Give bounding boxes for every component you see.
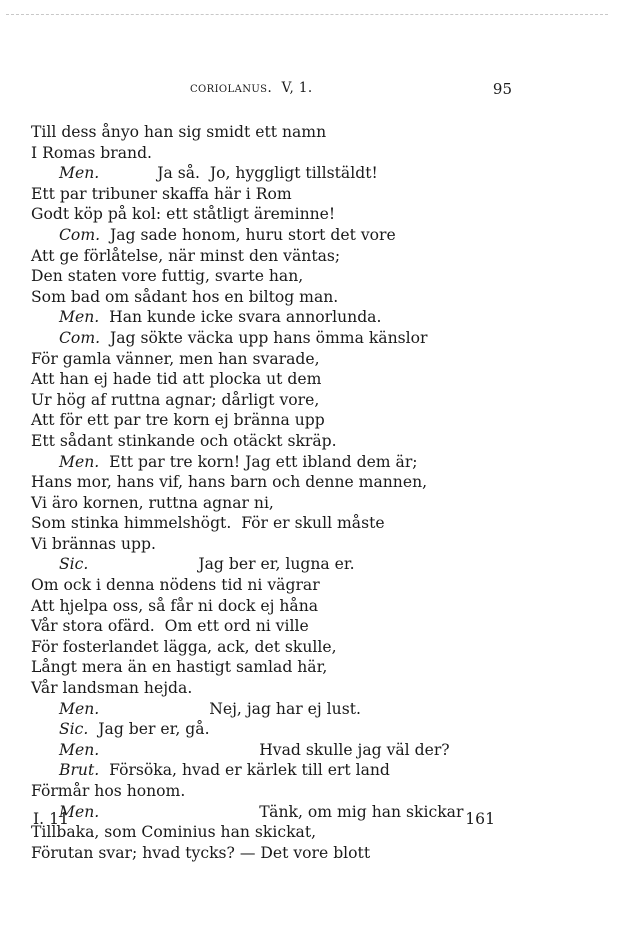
verse-line: Ett sådant stinkande och otäckt skräp.	[31, 431, 337, 450]
verse-line: Att han ej hade tid att plocka ut dem	[31, 370, 322, 389]
verse-line: Brut. Försöka, hvad er kärlek till ert land	[59, 761, 390, 780]
verse-line: Sic. Jag ber er, gå.	[59, 720, 210, 739]
verse-line: Ur hög af ruttna agnar; dårligt vore,	[31, 390, 320, 409]
verse-line: Att ge förlåtelse, när minst den väntas;	[31, 246, 341, 265]
verse-line: Men. Hvad skulle jag väl der?	[59, 740, 450, 759]
speaker-name: Com.	[59, 225, 101, 244]
verse-line: I Romas brand.	[31, 143, 153, 162]
verse-line: Förmår hos honom.	[31, 782, 186, 800]
verse-line: Den staten vore futtig, svarte han,	[31, 267, 304, 286]
verse-line: Men. Ett par tre korn! Jag ett ibland dem är;	[59, 452, 418, 471]
sheet-number: 161	[465, 810, 495, 828]
verse-line: Men. Tänk, om mig han skickar	[59, 802, 464, 821]
verse-line: Vår landsman hejda.	[31, 679, 193, 698]
verse-line: Vi brännas upp.	[31, 534, 156, 553]
verse-line: Men. Nej, jag har ej lust.	[59, 699, 361, 718]
verse-line: För fosterlandet lägga, ack, det skulle,	[31, 637, 337, 656]
verse-line: Som bad om sådant hos en biltog man.	[31, 287, 339, 306]
running-head	[20, 80, 512, 100]
verse-line: Att för ett par tre korn ej bränna upp	[31, 411, 325, 430]
verse-line: Om ock i denna nödens tid ni vägrar	[31, 576, 320, 595]
speaker-name: Sic.	[59, 720, 89, 739]
verse-line: Godt köp på kol: ett ståtligt äreminne!	[31, 205, 336, 224]
verse-line: Men. Han kunde icke svara annorlunda.	[59, 308, 382, 327]
page-footer	[33, 810, 495, 830]
verse-line: För gamla vänner, men han svarade,	[31, 349, 320, 368]
verse-line: Sic. Jag ber er, lugna er.	[59, 555, 355, 574]
play-title: coriolanus.	[190, 80, 273, 96]
signature-mark: I. 11	[33, 810, 69, 828]
verse-line: Com. Jag sade honom, huru stort det vore	[59, 225, 396, 244]
top-edge-rule	[6, 14, 608, 15]
verse-line: Att hjelpa oss, så får ni dock ej håna	[31, 596, 319, 615]
speaker-name: Men.	[59, 452, 100, 471]
verse-line: Ett par tribuner skaffa här i Rom	[31, 184, 292, 203]
speaker-name: Men.	[59, 740, 100, 759]
verse-line: Hans mor, hans vif, hans barn och denne mannen,	[31, 473, 428, 492]
verse-line: Com. Jag sökte väcka upp hans ömma känslor	[59, 328, 428, 347]
speaker-name: Men.	[59, 699, 100, 718]
verse-line: Förutan svar; hvad tycks? — Det vore blott	[31, 843, 371, 862]
speaker-name: Com.	[59, 328, 101, 347]
running-title	[190, 80, 313, 96]
verse-text	[31, 122, 501, 863]
speaker-name: Brut.	[59, 761, 100, 780]
act-scene: V, 1.	[281, 80, 313, 96]
verse-line: Tillbaka, som Cominius han skickat,	[31, 823, 317, 842]
speaker-name: Men.	[59, 164, 100, 183]
verse-line: Långt mera än en hastigt samlad här,	[31, 658, 328, 677]
page-number: 95	[492, 80, 512, 98]
verse-line: Vår stora ofärd. Om ett ord ni ville	[31, 617, 309, 636]
speaker-name: Sic.	[59, 555, 89, 574]
speaker-name: Men.	[59, 802, 100, 821]
verse-line: Men. Ja så. Jo, hyggligt tillstäldt!	[59, 164, 378, 183]
verse-line: Som stinka himmelshögt. För er skull måste	[31, 514, 385, 533]
verse-line: Vi äro kornen, ruttna agnar ni,	[31, 493, 274, 512]
speaker-name: Men.	[59, 308, 100, 327]
verse-line: Till dess ånyo han sig smidt ett namn	[31, 123, 327, 141]
